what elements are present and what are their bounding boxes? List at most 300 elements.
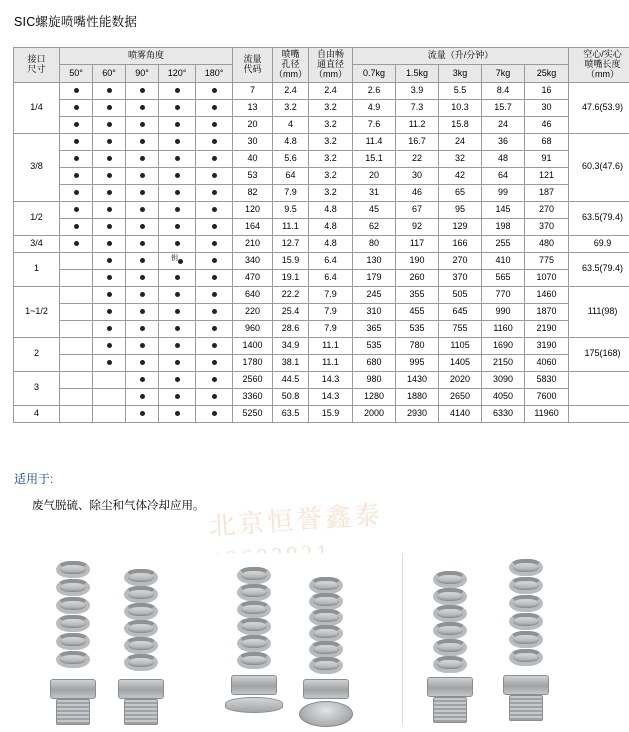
angle-dot-icon bbox=[107, 258, 112, 263]
cell-flow-value: 64 bbox=[482, 167, 525, 184]
cell-flow-value: 91 bbox=[525, 150, 569, 167]
product-photo-spiral-pair bbox=[24, 553, 199, 725]
angle-dot-icon bbox=[140, 411, 145, 416]
cell-flow-value: 1430 bbox=[396, 371, 439, 388]
cell-orifice: 22.2 bbox=[273, 286, 309, 303]
cell-flow-value: 20 bbox=[353, 167, 396, 184]
cell-angle-mark bbox=[126, 320, 159, 337]
cell-flow-value: 11960 bbox=[525, 405, 569, 422]
angle-dot-icon bbox=[140, 292, 145, 297]
cell-flow-value: 1870 bbox=[525, 303, 569, 320]
cell-angle-mark bbox=[159, 388, 196, 405]
cell-angle-mark bbox=[196, 235, 233, 252]
cell-free-passage: 7.9 bbox=[309, 320, 353, 337]
cell-angle-mark bbox=[196, 252, 233, 269]
cell-flow-value: 680 bbox=[353, 354, 396, 371]
cell-flow-code: 3360 bbox=[233, 388, 273, 405]
angle-dot-icon bbox=[107, 156, 112, 161]
cell-angle-mark bbox=[159, 99, 196, 116]
cell-orifice: 50.8 bbox=[273, 388, 309, 405]
cell-orifice: 11.1 bbox=[273, 218, 309, 235]
cell-flow-value: 505 bbox=[439, 286, 482, 303]
angle-dot-icon bbox=[107, 105, 112, 110]
cell-flow-value: 45 bbox=[353, 201, 396, 218]
angle-dot-icon bbox=[107, 241, 112, 246]
header-orifice: 喷嘴 孔径 （mm） bbox=[273, 48, 309, 83]
cell-flow-value: 179 bbox=[353, 269, 396, 286]
table-header bbox=[14, 48, 629, 83]
cell-flow-code: 1400 bbox=[233, 337, 273, 354]
angle-dot-icon bbox=[107, 207, 112, 212]
cell-orifice: 3.2 bbox=[273, 99, 309, 116]
cell-angle-mark bbox=[159, 218, 196, 235]
angle-dot-icon bbox=[212, 224, 217, 229]
page-title: SIC螺旋喷嘴性能数据 bbox=[14, 15, 138, 29]
note-mark: 钥 bbox=[171, 254, 178, 262]
angle-dot-icon bbox=[212, 190, 217, 195]
cell-flow-value: 2150 bbox=[482, 354, 525, 371]
cell-angle-mark bbox=[60, 116, 93, 133]
cell-nozzle-length: 47.6(53.9) bbox=[569, 82, 629, 133]
cell-angle-mark bbox=[93, 303, 126, 320]
angle-dot-icon bbox=[175, 224, 180, 229]
cell-flow-value: 190 bbox=[396, 252, 439, 269]
cell-angle-mark bbox=[159, 320, 196, 337]
cell-orifice: 2.4 bbox=[273, 82, 309, 99]
angle-dot-icon bbox=[140, 224, 145, 229]
cell-flow-value: 1690 bbox=[482, 337, 525, 354]
cell-connection-size: 2 bbox=[14, 337, 60, 371]
cell-flow-value: 24 bbox=[482, 116, 525, 133]
cell-angle-mark bbox=[60, 201, 93, 218]
angle-dot-icon bbox=[212, 207, 217, 212]
cell-free-passage: 3.2 bbox=[309, 116, 353, 133]
cell-angle-mark bbox=[93, 167, 126, 184]
cell-angle-mark bbox=[126, 388, 159, 405]
angle-dot-icon bbox=[175, 207, 180, 212]
cell-connection-size: 3/8 bbox=[14, 133, 60, 201]
cell-angle-mark bbox=[159, 286, 196, 303]
cell-flow-value: 36 bbox=[482, 133, 525, 150]
cell-connection-size: 1/2 bbox=[14, 201, 60, 235]
angle-dot-icon bbox=[107, 173, 112, 178]
cell-flow-value: 2190 bbox=[525, 320, 569, 337]
cell-flow-value: 995 bbox=[396, 354, 439, 371]
cell-angle-mark bbox=[126, 252, 159, 269]
cell-flow-value: 365 bbox=[353, 320, 396, 337]
cell-angle-mark bbox=[93, 371, 126, 388]
angle-dot-icon bbox=[175, 411, 180, 416]
table-row bbox=[14, 133, 629, 150]
cell-orifice: 28.6 bbox=[273, 320, 309, 337]
table-row bbox=[14, 184, 629, 201]
cell-flow-value: 355 bbox=[396, 286, 439, 303]
spec-table bbox=[13, 47, 629, 423]
cell-angle-mark bbox=[93, 235, 126, 252]
cell-flow-value: 370 bbox=[525, 218, 569, 235]
cell-flow-value: 92 bbox=[396, 218, 439, 235]
cell-angle-mark bbox=[159, 371, 196, 388]
cell-free-passage: 7.9 bbox=[309, 303, 353, 320]
angle-dot-icon bbox=[74, 88, 79, 93]
cell-angle-mark bbox=[196, 82, 233, 99]
angle-dot-icon bbox=[212, 88, 217, 93]
cell-flow-code: 2560 bbox=[233, 371, 273, 388]
cell-flow-value: 1405 bbox=[439, 354, 482, 371]
cell-free-passage: 4.8 bbox=[309, 235, 353, 252]
cell-flow-value: 6330 bbox=[482, 405, 525, 422]
cell-orifice: 19.1 bbox=[273, 269, 309, 286]
cell-connection-size: 1~1/2 bbox=[14, 286, 60, 337]
cell-angle-mark bbox=[159, 201, 196, 218]
header-angle-120: 120° bbox=[159, 65, 196, 82]
cell-free-passage: 3.2 bbox=[309, 167, 353, 184]
cell-angle-mark bbox=[60, 252, 93, 269]
cell-flow-code: 30 bbox=[233, 133, 273, 150]
cell-flow-value: 11.4 bbox=[353, 133, 396, 150]
cell-angle-mark bbox=[60, 99, 93, 116]
cell-angle-mark bbox=[159, 167, 196, 184]
cell-angle-mark bbox=[93, 184, 126, 201]
spec-table-container bbox=[13, 47, 624, 423]
cell-angle-mark bbox=[126, 99, 159, 116]
cell-flow-code: 120 bbox=[233, 201, 273, 218]
table-row bbox=[14, 269, 629, 286]
cell-flow-value: 10.3 bbox=[439, 99, 482, 116]
cell-flow-value: 370 bbox=[439, 269, 482, 286]
angle-dot-icon bbox=[107, 139, 112, 144]
watermark-line-1: 北京恒誉鑫泰 bbox=[208, 499, 384, 542]
cell-free-passage: 3.2 bbox=[309, 133, 353, 150]
angle-dot-icon bbox=[140, 173, 145, 178]
header-pressure-25kg: 25kg bbox=[525, 65, 569, 82]
cell-flow-value: 31 bbox=[353, 184, 396, 201]
cell-flow-value: 260 bbox=[396, 269, 439, 286]
cell-orifice: 64 bbox=[273, 167, 309, 184]
cell-flow-value: 15.7 bbox=[482, 99, 525, 116]
cell-free-passage: 3.2 bbox=[309, 99, 353, 116]
cell-angle-mark bbox=[93, 354, 126, 371]
cell-flow-code: 20 bbox=[233, 116, 273, 133]
angle-dot-icon bbox=[107, 309, 112, 314]
cell-angle-mark bbox=[159, 269, 196, 286]
cell-flow-value: 1460 bbox=[525, 286, 569, 303]
angle-dot-icon bbox=[212, 156, 217, 161]
cell-flow-value: 410 bbox=[482, 252, 525, 269]
angle-dot-icon bbox=[140, 377, 145, 382]
cell-angle-mark bbox=[60, 133, 93, 150]
cell-angle-mark bbox=[159, 252, 196, 269]
cell-orifice: 7.9 bbox=[273, 184, 309, 201]
cell-flow-value: 121 bbox=[525, 167, 569, 184]
cell-free-passage: 14.3 bbox=[309, 388, 353, 405]
table-row bbox=[14, 337, 629, 354]
angle-dot-icon bbox=[212, 360, 217, 365]
cell-angle-mark bbox=[196, 201, 233, 218]
cell-flow-value: 3190 bbox=[525, 337, 569, 354]
table-row bbox=[14, 218, 629, 235]
cell-flow-value: 46 bbox=[396, 184, 439, 201]
product-photo-flange-pair bbox=[209, 553, 394, 725]
cell-flow-value: 3.9 bbox=[396, 82, 439, 99]
cell-angle-mark bbox=[126, 133, 159, 150]
cell-connection-size: 4 bbox=[14, 405, 60, 422]
table-row bbox=[14, 116, 629, 133]
cell-angle-mark bbox=[196, 320, 233, 337]
angle-dot-icon bbox=[175, 156, 180, 161]
cell-angle-mark bbox=[93, 116, 126, 133]
cell-angle-mark bbox=[196, 218, 233, 235]
angle-dot-icon bbox=[140, 139, 145, 144]
cell-angle-mark bbox=[60, 354, 93, 371]
cell-angle-mark bbox=[196, 388, 233, 405]
angle-dot-icon bbox=[212, 258, 217, 263]
cell-flow-value: 1880 bbox=[396, 388, 439, 405]
header-flow-code: 流量 代码 bbox=[233, 48, 273, 83]
table-row bbox=[14, 150, 629, 167]
table-row bbox=[14, 354, 629, 371]
table-row bbox=[14, 201, 629, 218]
cell-angle-mark bbox=[93, 201, 126, 218]
cell-flow-value: 455 bbox=[396, 303, 439, 320]
header-pressure-0.7kg: 0.7kg bbox=[353, 65, 396, 82]
cell-angle-mark bbox=[60, 405, 93, 422]
angle-dot-icon bbox=[74, 105, 79, 110]
angle-dot-icon bbox=[212, 343, 217, 348]
cell-angle-mark bbox=[93, 82, 126, 99]
cell-flow-value: 42 bbox=[439, 167, 482, 184]
cell-angle-mark bbox=[93, 150, 126, 167]
cell-flow-value: 565 bbox=[482, 269, 525, 286]
angle-dot-icon bbox=[175, 326, 180, 331]
angle-dot-icon bbox=[178, 259, 183, 264]
cell-flow-code: 7 bbox=[233, 82, 273, 99]
cell-flow-value: 245 bbox=[353, 286, 396, 303]
angle-dot-icon bbox=[175, 292, 180, 297]
cell-flow-value: 95 bbox=[439, 201, 482, 218]
header-pressure-3kg: 3kg bbox=[439, 65, 482, 82]
cell-nozzle-length: 63.5(79.4) bbox=[569, 201, 629, 235]
angle-dot-icon bbox=[140, 309, 145, 314]
cell-flow-code: 164 bbox=[233, 218, 273, 235]
cell-angle-mark bbox=[126, 371, 159, 388]
cell-orifice: 4 bbox=[273, 116, 309, 133]
cell-angle-mark bbox=[159, 184, 196, 201]
cell-angle-mark bbox=[126, 150, 159, 167]
cell-flow-value: 67 bbox=[396, 201, 439, 218]
angle-dot-icon bbox=[74, 122, 79, 127]
cell-angle-mark bbox=[60, 218, 93, 235]
cell-angle-mark bbox=[93, 218, 126, 235]
angle-dot-icon bbox=[140, 258, 145, 263]
angle-dot-icon bbox=[140, 122, 145, 127]
cell-angle-mark bbox=[60, 150, 93, 167]
cell-flow-value: 187 bbox=[525, 184, 569, 201]
cell-angle-mark bbox=[196, 133, 233, 150]
cell-angle-mark bbox=[126, 116, 159, 133]
header-angle-90: 90° bbox=[126, 65, 159, 82]
cell-angle-mark bbox=[126, 167, 159, 184]
cell-flow-value: 755 bbox=[439, 320, 482, 337]
cell-angle-mark bbox=[60, 235, 93, 252]
cell-flow-value: 145 bbox=[482, 201, 525, 218]
header-angle-60: 60° bbox=[93, 65, 126, 82]
angle-dot-icon bbox=[107, 360, 112, 365]
angle-dot-icon bbox=[140, 241, 145, 246]
cell-angle-mark bbox=[93, 99, 126, 116]
cell-angle-mark bbox=[196, 405, 233, 422]
cell-flow-value: 535 bbox=[396, 320, 439, 337]
angle-dot-icon bbox=[212, 122, 217, 127]
cell-flow-value: 2.6 bbox=[353, 82, 396, 99]
cell-angle-mark bbox=[126, 405, 159, 422]
cell-flow-code: 210 bbox=[233, 235, 273, 252]
cell-connection-size: 1/4 bbox=[14, 82, 60, 133]
cell-angle-mark bbox=[126, 184, 159, 201]
cell-angle-mark bbox=[126, 218, 159, 235]
angle-dot-icon bbox=[74, 173, 79, 178]
cell-angle-mark bbox=[196, 116, 233, 133]
cell-flow-value: 480 bbox=[525, 235, 569, 252]
cell-flow-value: 5.5 bbox=[439, 82, 482, 99]
table-row bbox=[14, 405, 629, 422]
angle-dot-icon bbox=[74, 207, 79, 212]
angle-dot-icon bbox=[140, 275, 145, 280]
cell-angle-mark bbox=[126, 337, 159, 354]
angle-dot-icon bbox=[212, 105, 217, 110]
angle-dot-icon bbox=[107, 292, 112, 297]
cell-nozzle-length: 63.5(79.4) bbox=[569, 252, 629, 286]
cell-orifice: 38.1 bbox=[273, 354, 309, 371]
cell-flow-value: 129 bbox=[439, 218, 482, 235]
angle-dot-icon bbox=[212, 241, 217, 246]
angle-dot-icon bbox=[107, 88, 112, 93]
cell-flow-code: 340 bbox=[233, 252, 273, 269]
table-row bbox=[14, 235, 629, 252]
angle-dot-icon bbox=[175, 275, 180, 280]
cell-flow-value: 990 bbox=[482, 303, 525, 320]
cell-angle-mark bbox=[126, 269, 159, 286]
angle-dot-icon bbox=[175, 241, 180, 246]
angle-dot-icon bbox=[74, 190, 79, 195]
cell-nozzle-length: 60.3(47.6) bbox=[569, 133, 629, 201]
header-connection-size: 接口 尺寸 bbox=[14, 48, 60, 83]
cell-free-passage: 15.9 bbox=[309, 405, 353, 422]
angle-dot-icon bbox=[107, 122, 112, 127]
cell-angle-mark bbox=[60, 269, 93, 286]
cell-nozzle-length: 111(98) bbox=[569, 286, 629, 337]
cell-angle-mark bbox=[196, 150, 233, 167]
angle-dot-icon bbox=[175, 360, 180, 365]
cell-flow-code: 960 bbox=[233, 320, 273, 337]
cell-orifice: 34.9 bbox=[273, 337, 309, 354]
cell-angle-mark bbox=[126, 235, 159, 252]
cell-angle-mark bbox=[60, 286, 93, 303]
cell-angle-mark bbox=[60, 320, 93, 337]
cell-angle-mark bbox=[60, 184, 93, 201]
cell-angle-mark bbox=[93, 252, 126, 269]
cell-flow-value: 80 bbox=[353, 235, 396, 252]
table-row bbox=[14, 303, 629, 320]
cell-angle-mark bbox=[60, 303, 93, 320]
cell-orifice: 25.4 bbox=[273, 303, 309, 320]
cell-angle-mark bbox=[196, 99, 233, 116]
angle-dot-icon bbox=[212, 292, 217, 297]
cell-angle-mark bbox=[159, 354, 196, 371]
cell-angle-mark bbox=[159, 150, 196, 167]
angle-dot-icon bbox=[107, 190, 112, 195]
cell-flow-value: 62 bbox=[353, 218, 396, 235]
cell-flow-code: 40 bbox=[233, 150, 273, 167]
angle-dot-icon bbox=[212, 394, 217, 399]
cell-flow-value: 166 bbox=[439, 235, 482, 252]
angle-dot-icon bbox=[107, 224, 112, 229]
cell-angle-mark bbox=[60, 167, 93, 184]
cell-flow-code: 220 bbox=[233, 303, 273, 320]
cell-connection-size: 3 bbox=[14, 371, 60, 405]
cell-angle-mark bbox=[60, 82, 93, 99]
table-row bbox=[14, 286, 629, 303]
angle-dot-icon bbox=[175, 377, 180, 382]
angle-dot-icon bbox=[140, 156, 145, 161]
cell-flow-value: 16.7 bbox=[396, 133, 439, 150]
cell-angle-mark bbox=[93, 133, 126, 150]
cell-flow-value: 2000 bbox=[353, 405, 396, 422]
cell-flow-value: 4050 bbox=[482, 388, 525, 405]
angle-dot-icon bbox=[140, 105, 145, 110]
cell-free-passage: 6.4 bbox=[309, 269, 353, 286]
table-row bbox=[14, 167, 629, 184]
cell-flow-value: 198 bbox=[482, 218, 525, 235]
cell-angle-mark bbox=[126, 286, 159, 303]
angle-dot-icon bbox=[140, 207, 145, 212]
cell-flow-value: 1105 bbox=[439, 337, 482, 354]
cell-flow-code: 640 bbox=[233, 286, 273, 303]
cell-flow-value: 30 bbox=[396, 167, 439, 184]
angle-dot-icon bbox=[175, 88, 180, 93]
cell-flow-value: 46 bbox=[525, 116, 569, 133]
cell-free-passage: 7.9 bbox=[309, 286, 353, 303]
angle-dot-icon bbox=[140, 88, 145, 93]
header-angle-180: 180° bbox=[196, 65, 233, 82]
angle-dot-icon bbox=[74, 241, 79, 246]
cell-free-passage: 11.1 bbox=[309, 354, 353, 371]
angle-dot-icon bbox=[175, 173, 180, 178]
cell-angle-mark bbox=[159, 337, 196, 354]
cell-free-passage: 4.8 bbox=[309, 218, 353, 235]
cell-free-passage: 3.2 bbox=[309, 184, 353, 201]
cell-flow-value: 4.9 bbox=[353, 99, 396, 116]
cell-flow-value: 99 bbox=[482, 184, 525, 201]
cell-flow-value: 7.3 bbox=[396, 99, 439, 116]
angle-dot-icon bbox=[175, 343, 180, 348]
angle-dot-icon bbox=[212, 377, 217, 382]
cell-nozzle-length bbox=[569, 371, 629, 405]
table-row bbox=[14, 99, 629, 116]
cell-angle-mark bbox=[60, 388, 93, 405]
cell-flow-value: 15.8 bbox=[439, 116, 482, 133]
table-body bbox=[14, 82, 629, 422]
table-row bbox=[14, 252, 629, 269]
cell-flow-value: 65 bbox=[439, 184, 482, 201]
angle-dot-icon bbox=[107, 343, 112, 348]
cell-orifice: 44.5 bbox=[273, 371, 309, 388]
table-row bbox=[14, 82, 629, 99]
cell-flow-value: 1070 bbox=[525, 269, 569, 286]
cell-flow-code: 82 bbox=[233, 184, 273, 201]
application-text: 废气脱硫、除尘和气体冷却应用。 bbox=[32, 500, 205, 512]
cell-flow-value: 980 bbox=[353, 371, 396, 388]
